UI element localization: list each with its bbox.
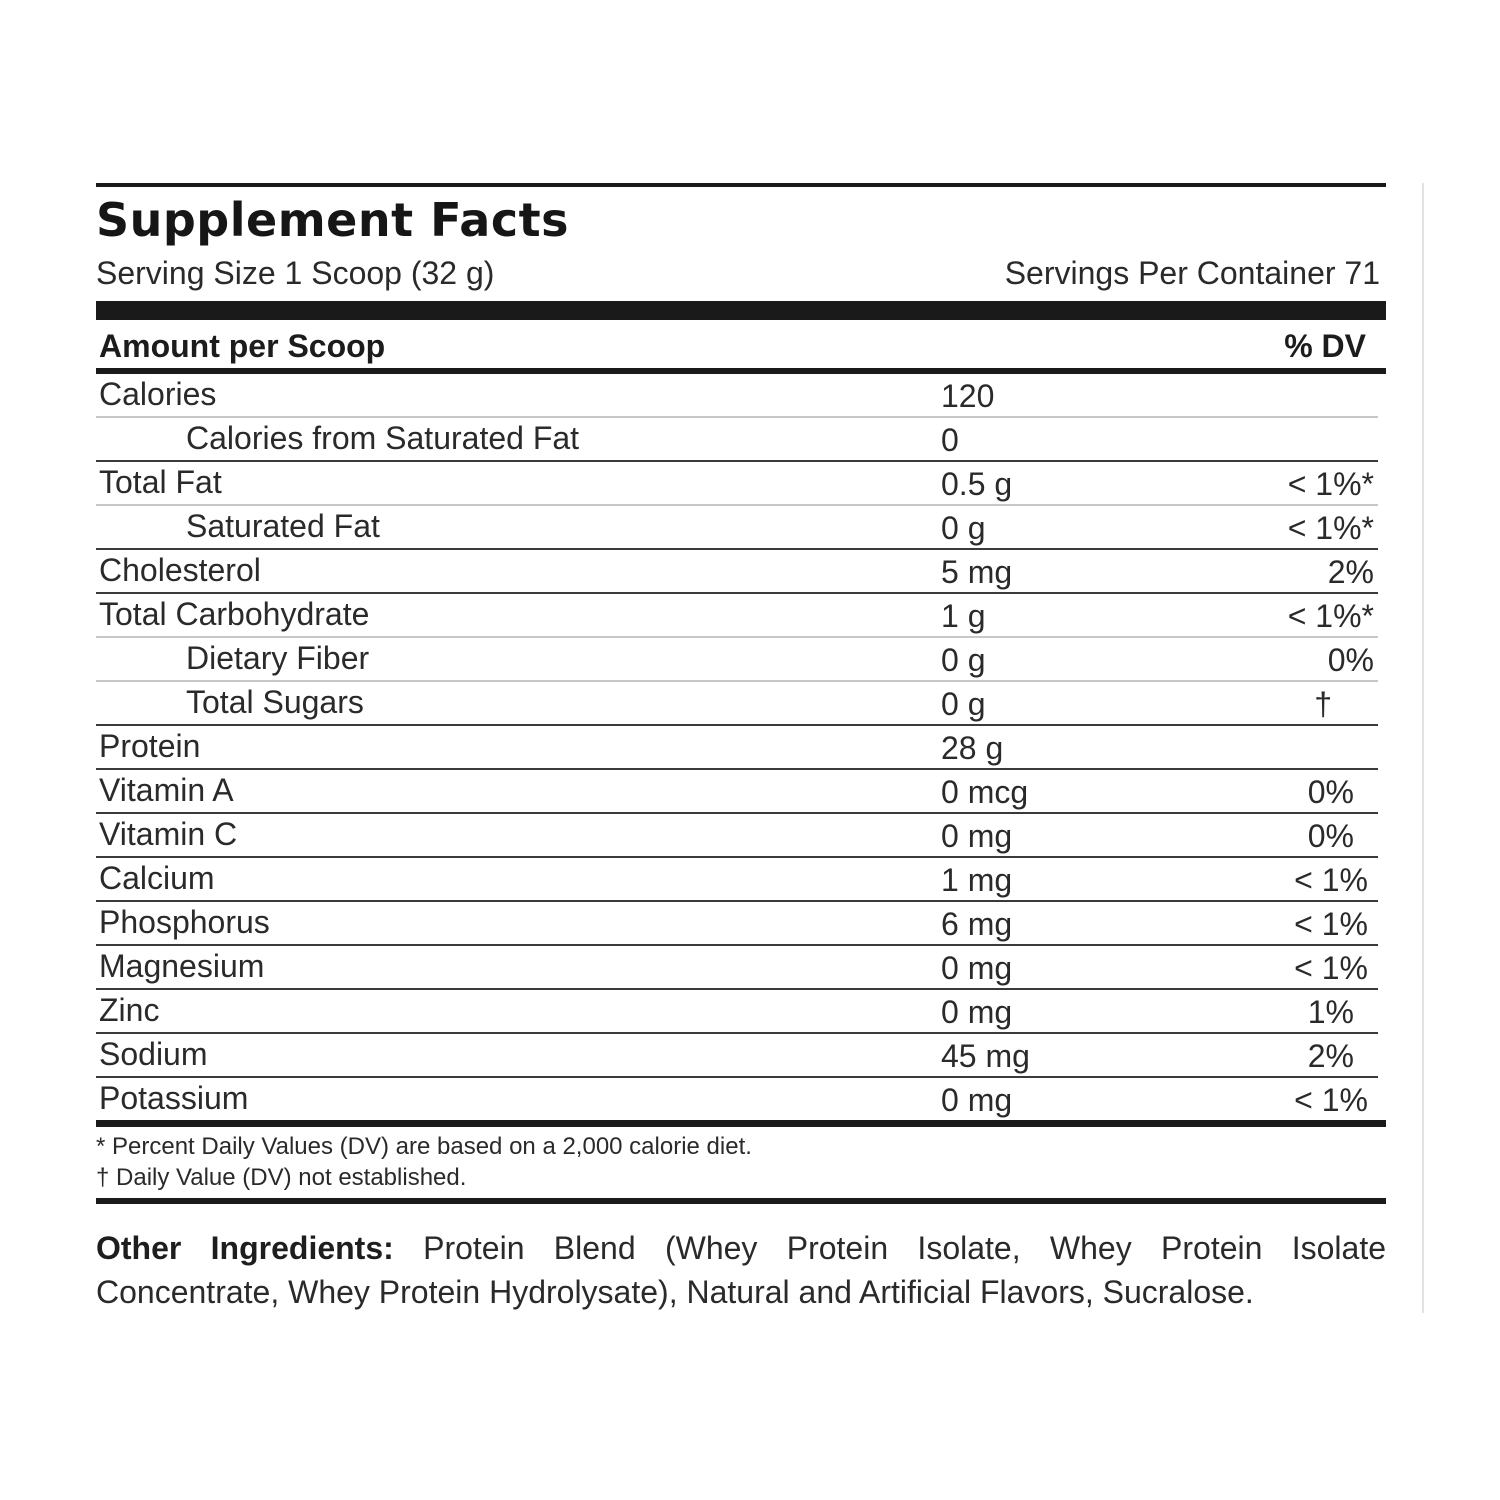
- nutrient-amount: 28 g: [941, 730, 1004, 766]
- table-row: [96, 902, 1378, 946]
- nutrient-amount: 1 g: [941, 598, 986, 634]
- nutrient-amount: 0.5 g: [941, 466, 1013, 502]
- nutrient-dv: 0%: [1327, 642, 1374, 678]
- table-row: [96, 462, 1378, 506]
- top-rule: [96, 183, 1386, 187]
- nutrient-name: Protein: [99, 728, 201, 764]
- other-ingredients-text: Protein Blend (Whey Protein Isolate, Whey Protein Isolate Concentrate, Whey Protein Hydrolysate), Natural and Artificial Flavors, Sucralose.: [96, 1230, 1386, 1310]
- nutrient-dv: 2%: [1327, 554, 1374, 590]
- panel-title: Supplement Facts: [96, 193, 569, 247]
- nutrient-name: Vitamin A: [99, 772, 234, 808]
- table-row: [96, 726, 1378, 770]
- table-row: [96, 374, 1378, 418]
- nutrient-name: Sodium: [99, 1036, 208, 1072]
- amount-per-scoop-label: Amount per Scoop: [99, 328, 386, 364]
- nutrient-name: Total Carbohydrate: [99, 596, 370, 632]
- nutrient-amount: 0 g: [941, 510, 986, 546]
- daily-value-label: % DV: [1284, 328, 1366, 364]
- supplement-facts-panel: [96, 183, 1386, 1314]
- nutrient-name: Calories from Saturated Fat: [186, 420, 580, 456]
- nutrient-dv: < 1%*: [1287, 510, 1374, 546]
- serving-info: [96, 253, 1386, 293]
- nutrient-name: Phosphorus: [99, 904, 270, 940]
- nutrient-name: Saturated Fat: [186, 508, 380, 544]
- nutrient-name: Zinc: [99, 992, 160, 1028]
- nutrient-dv: < 1%*: [1287, 466, 1374, 502]
- footnote-dv-not-established: † Daily Value (DV) not established.: [96, 1164, 467, 1191]
- nutrient-dv: 0%: [1307, 774, 1354, 810]
- footnote-divider: [96, 1198, 1386, 1204]
- footnote-dv-basis: * Percent Daily Values (DV) are based on a 2,000 calorie diet.: [96, 1133, 752, 1160]
- nutrient-name: Calories: [99, 376, 217, 412]
- nutrient-name: Calcium: [99, 860, 215, 896]
- nutrient-amount: 120: [941, 378, 995, 414]
- other-ingredients: [96, 1226, 1386, 1314]
- serving-size: Serving Size 1 Scoop (32 g): [96, 255, 495, 291]
- nutrient-name: Potassium: [99, 1080, 249, 1116]
- nutrient-dv: < 1%: [1294, 1082, 1368, 1118]
- nutrient-name: Vitamin C: [99, 816, 238, 852]
- table-row: [96, 946, 1378, 990]
- nutrient-dv: < 1%: [1294, 862, 1368, 898]
- nutrient-amount: 6 mg: [941, 906, 1013, 942]
- table-row: [96, 990, 1378, 1034]
- thick-divider: [96, 301, 1386, 320]
- nutrient-name: Total Fat: [99, 464, 222, 500]
- table-header: [96, 320, 1386, 368]
- edge-line: [1422, 183, 1424, 1313]
- nutrient-amount: 1 mg: [941, 862, 1013, 898]
- nutrient-amount: 45 mg: [941, 1038, 1030, 1074]
- table-row: [96, 682, 1378, 726]
- nutrient-name: Total Sugars: [186, 684, 364, 720]
- nutrient-dv: 2%: [1307, 1038, 1354, 1074]
- nutrient-table: [96, 374, 1386, 1120]
- table-row: [96, 506, 1378, 550]
- nutrient-amount: 0: [941, 422, 959, 458]
- nutrient-amount: 0 mg: [941, 818, 1013, 854]
- nutrient-dv: < 1%: [1294, 950, 1368, 986]
- nutrient-name: Dietary Fiber: [186, 640, 370, 676]
- other-ingredients-label: Other Ingredients:: [96, 1230, 394, 1266]
- nutrient-dv: < 1%*: [1287, 598, 1374, 634]
- nutrient-amount: 0 g: [941, 686, 986, 722]
- table-row: [96, 770, 1378, 814]
- nutrient-dv: < 1%: [1294, 906, 1368, 942]
- table-row: [96, 858, 1378, 902]
- nutrient-amount: 0 mg: [941, 950, 1013, 986]
- nutrient-dv: 1%: [1307, 994, 1354, 1030]
- table-row: [96, 1034, 1378, 1078]
- nutrient-amount: 0 mg: [941, 1082, 1013, 1118]
- table-row: [96, 638, 1378, 682]
- nutrient-name: Cholesterol: [99, 552, 261, 588]
- nutrient-name: Magnesium: [99, 948, 265, 984]
- nutrient-amount: 0 mg: [941, 994, 1013, 1030]
- nutrient-amount: 0 g: [941, 642, 986, 678]
- table-end-divider: [96, 1120, 1386, 1127]
- table-row: [96, 550, 1378, 594]
- nutrient-amount: 5 mg: [941, 554, 1013, 590]
- table-row: [96, 594, 1378, 638]
- table-row: [96, 1078, 1378, 1120]
- footnotes: [96, 1131, 1386, 1193]
- nutrient-dv: 0%: [1307, 818, 1354, 854]
- servings-per-container: Servings Per Container 71: [1004, 255, 1380, 291]
- table-row: [96, 814, 1378, 858]
- nutrient-dv: †: [1314, 686, 1332, 722]
- nutrient-amount: 0 mcg: [941, 774, 1029, 810]
- table-row: [96, 418, 1378, 462]
